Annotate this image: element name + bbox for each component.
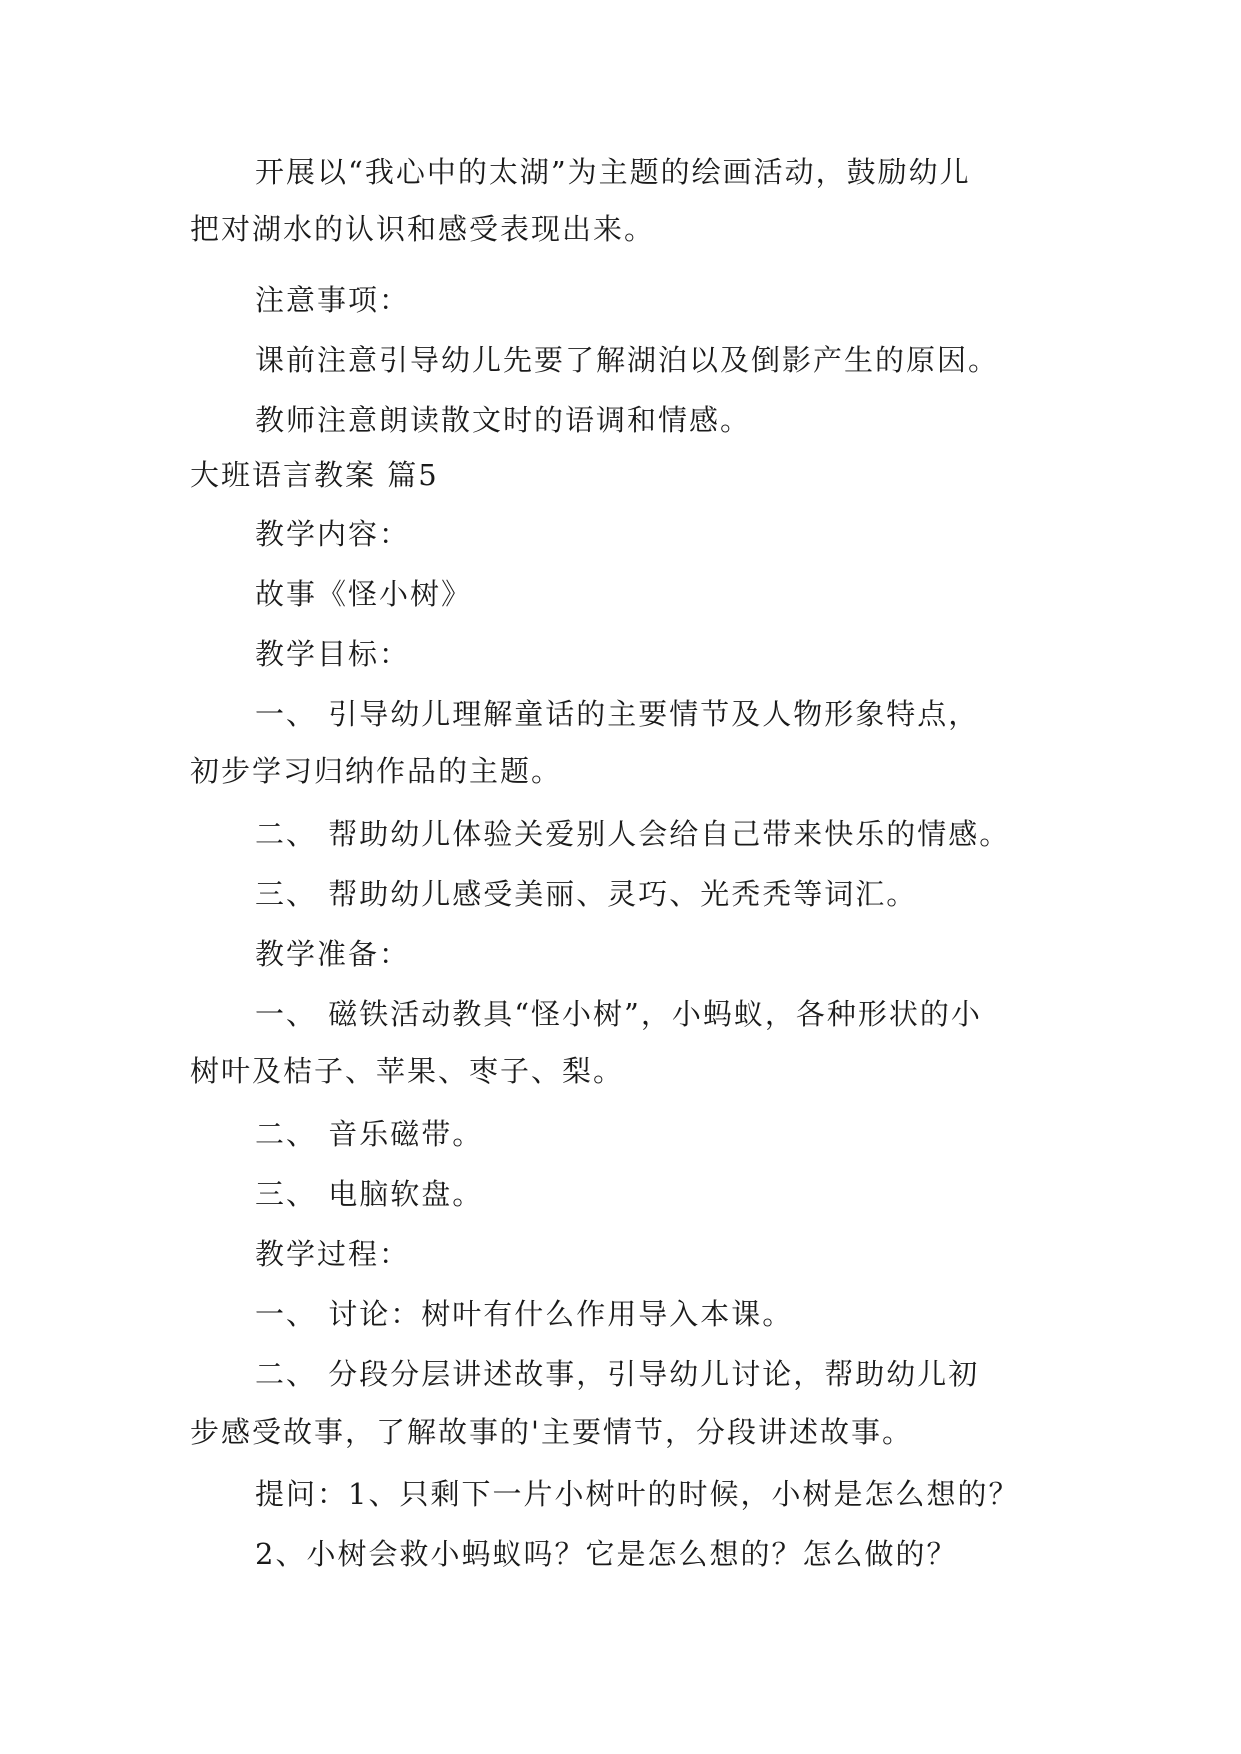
text-line: 三、 帮助幼儿感受美丽、灵巧、光秃秃等词汇。 xyxy=(255,877,918,911)
text-line: 教学内容： xyxy=(255,517,411,551)
text-line: 一、 磁铁活动教具“怪小树”，小蚂蚁，各种形状的小 xyxy=(255,997,982,1031)
text-line: 2、小树会救小蚂蚁吗？它是怎么想的？怎么做的？ xyxy=(255,1537,958,1571)
text-line: 教学准备： xyxy=(255,937,411,971)
text-line: 课前注意引导幼儿先要了解湖泊以及倒影产生的原因。 xyxy=(255,343,1000,377)
text-line: 注意事项： xyxy=(255,283,411,317)
text-line: 故事《怪小树》 xyxy=(255,577,473,611)
text-line: 二、 分段分层讲述故事，引导幼儿讨论，帮助幼儿初 xyxy=(255,1357,980,1391)
text-line: 初步学习归纳作品的主题。 xyxy=(190,754,563,788)
text-line: 一、 讨论：树叶有什么作用导入本课。 xyxy=(255,1297,794,1331)
text-line: 二、 音乐磁带。 xyxy=(255,1117,484,1151)
section-heading: 大班语言教案 篇5 xyxy=(190,458,439,492)
text-line: 一、 引导幼儿理解童话的主要情节及人物形象特点， xyxy=(255,697,980,731)
text-line: 提问：1、只剩下一片小树叶的时候，小树是怎么想的？ xyxy=(255,1477,1020,1511)
text-line: 教学目标： xyxy=(255,637,411,671)
text-line: 步感受故事，了解故事的'主要情节，分段讲述故事。 xyxy=(190,1415,913,1449)
text-line: 教师注意朗读散文时的语调和情感。 xyxy=(255,403,752,437)
text-line: 树叶及桔子、苹果、枣子、梨。 xyxy=(190,1054,625,1088)
text-line: 开展以“我心中的太湖”为主题的绘画活动，鼓励幼儿 xyxy=(255,155,971,189)
text-line: 教学过程： xyxy=(255,1237,411,1271)
text-line: 三、 电脑软盘。 xyxy=(255,1177,484,1211)
text-line: 把对湖水的认识和感受表现出来。 xyxy=(190,212,656,246)
text-line: 二、 帮助幼儿体验关爱别人会给自己带来快乐的情感。 xyxy=(255,817,1011,851)
